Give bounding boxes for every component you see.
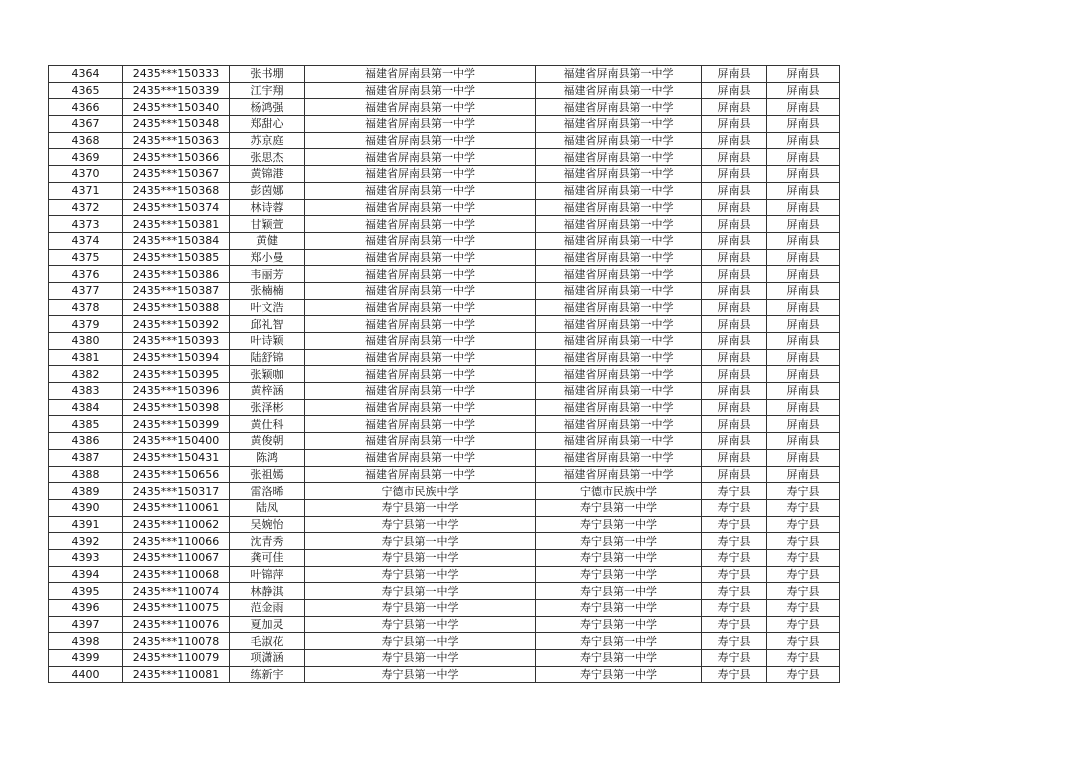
county-cell: 屏南县 (702, 199, 767, 216)
exam-id-cell: 2435***150317 (123, 483, 230, 500)
school-attended-cell: 福建省屏南县第一中学 (536, 466, 702, 483)
school-attended-cell: 寿宁县第一中学 (536, 549, 702, 566)
row-number-cell: 4399 (49, 650, 123, 667)
table-row (49, 516, 840, 533)
row-number-cell: 4392 (49, 533, 123, 550)
school-attended-cell: 福建省屏南县第一中学 (536, 299, 702, 316)
table-row (49, 216, 840, 233)
school-cell: 福建省屏南县第一中学 (305, 383, 536, 400)
county-registered-cell: 屏南县 (767, 182, 840, 199)
school-attended-cell: 福建省屏南县第一中学 (536, 349, 702, 366)
county-cell: 屏南县 (702, 299, 767, 316)
county-registered-cell: 屏南县 (767, 399, 840, 416)
row-number-cell: 4388 (49, 466, 123, 483)
school-attended-cell: 福建省屏南县第一中学 (536, 449, 702, 466)
school-attended-cell: 寿宁县第一中学 (536, 666, 702, 683)
county-cell: 寿宁县 (702, 566, 767, 583)
student-name-cell: 项潇涵 (230, 650, 305, 667)
table-row (49, 399, 840, 416)
county-cell: 屏南县 (702, 383, 767, 400)
student-name-cell: 陈鸿 (230, 449, 305, 466)
student-name-cell: 郑甜心 (230, 116, 305, 133)
county-cell: 屏南县 (702, 132, 767, 149)
school-cell: 寿宁县第一中学 (305, 516, 536, 533)
table-row (49, 533, 840, 550)
county-registered-cell: 屏南县 (767, 299, 840, 316)
school-cell: 福建省屏南县第一中学 (305, 316, 536, 333)
school-cell: 福建省屏南县第一中学 (305, 366, 536, 383)
row-number-cell: 4375 (49, 249, 123, 266)
row-number-cell: 4376 (49, 266, 123, 283)
school-attended-cell: 寿宁县第一中学 (536, 516, 702, 533)
county-cell: 寿宁县 (702, 616, 767, 633)
county-cell: 屏南县 (702, 216, 767, 233)
student-name-cell: 黄锦港 (230, 166, 305, 183)
exam-id-cell: 2435***110075 (123, 600, 230, 617)
student-name-cell: 沈青秀 (230, 533, 305, 550)
row-number-cell: 4394 (49, 566, 123, 583)
student-name-cell: 杨鸿强 (230, 99, 305, 116)
student-name-cell: 夏加灵 (230, 616, 305, 633)
school-attended-cell: 寿宁县第一中学 (536, 616, 702, 633)
table-row (49, 333, 840, 350)
student-name-cell: 黄仕科 (230, 416, 305, 433)
school-cell: 福建省屏南县第一中学 (305, 132, 536, 149)
row-number-cell: 4397 (49, 616, 123, 633)
row-number-cell: 4391 (49, 516, 123, 533)
student-name-cell: 甘颖萱 (230, 216, 305, 233)
county-cell: 屏南县 (702, 349, 767, 366)
school-attended-cell: 福建省屏南县第一中学 (536, 249, 702, 266)
county-registered-cell: 屏南县 (767, 266, 840, 283)
student-name-cell: 叶锦萍 (230, 566, 305, 583)
school-attended-cell: 福建省屏南县第一中学 (536, 416, 702, 433)
student-name-cell: 韦丽芳 (230, 266, 305, 283)
county-cell: 屏南县 (702, 366, 767, 383)
school-attended-cell: 福建省屏南县第一中学 (536, 99, 702, 116)
row-number-cell: 4374 (49, 232, 123, 249)
row-number-cell: 4367 (49, 116, 123, 133)
county-cell: 屏南县 (702, 182, 767, 199)
exam-id-cell: 2435***110076 (123, 616, 230, 633)
school-cell: 福建省屏南县第一中学 (305, 266, 536, 283)
student-name-cell: 郑小曼 (230, 249, 305, 266)
school-cell: 福建省屏南县第一中学 (305, 99, 536, 116)
school-cell: 寿宁县第一中学 (305, 583, 536, 600)
county-registered-cell: 寿宁县 (767, 666, 840, 683)
exam-id-cell: 2435***110079 (123, 650, 230, 667)
student-name-cell: 叶诗颖 (230, 333, 305, 350)
table-row (49, 82, 840, 99)
table-row (49, 166, 840, 183)
exam-id-cell: 2435***150387 (123, 282, 230, 299)
county-cell: 寿宁县 (702, 600, 767, 617)
county-cell: 屏南县 (702, 99, 767, 116)
row-number-cell: 4381 (49, 349, 123, 366)
table-row (49, 383, 840, 400)
school-attended-cell: 福建省屏南县第一中学 (536, 266, 702, 283)
school-cell: 福建省屏南县第一中学 (305, 466, 536, 483)
row-number-cell: 4369 (49, 149, 123, 166)
school-cell: 福建省屏南县第一中学 (305, 282, 536, 299)
county-cell: 屏南县 (702, 466, 767, 483)
county-cell: 屏南县 (702, 116, 767, 133)
student-name-cell: 毛淑花 (230, 633, 305, 650)
exam-id-cell: 2435***150394 (123, 349, 230, 366)
roster-body (49, 66, 840, 683)
county-cell: 寿宁县 (702, 516, 767, 533)
exam-id-cell: 2435***150431 (123, 449, 230, 466)
student-name-cell: 张书堋 (230, 66, 305, 83)
student-name-cell: 林诗蓉 (230, 199, 305, 216)
row-number-cell: 4389 (49, 483, 123, 500)
county-registered-cell: 寿宁县 (767, 616, 840, 633)
school-cell: 福建省屏南县第一中学 (305, 349, 536, 366)
school-cell: 寿宁县第一中学 (305, 600, 536, 617)
school-cell: 福建省屏南县第一中学 (305, 149, 536, 166)
table-row (49, 666, 840, 683)
student-name-cell: 雷洛晞 (230, 483, 305, 500)
school-cell: 寿宁县第一中学 (305, 549, 536, 566)
school-attended-cell: 福建省屏南县第一中学 (536, 333, 702, 350)
county-registered-cell: 寿宁县 (767, 633, 840, 650)
table-row (49, 132, 840, 149)
row-number-cell: 4378 (49, 299, 123, 316)
table-row (49, 416, 840, 433)
school-attended-cell: 福建省屏南县第一中学 (536, 232, 702, 249)
county-registered-cell: 屏南县 (767, 82, 840, 99)
exam-id-cell: 2435***150399 (123, 416, 230, 433)
student-name-cell: 范金雨 (230, 600, 305, 617)
row-number-cell: 4383 (49, 383, 123, 400)
county-registered-cell: 寿宁县 (767, 483, 840, 500)
county-registered-cell: 屏南县 (767, 466, 840, 483)
table-row (49, 549, 840, 566)
table-row (49, 249, 840, 266)
school-cell: 寿宁县第一中学 (305, 533, 536, 550)
exam-id-cell: 2435***150381 (123, 216, 230, 233)
school-cell: 福建省屏南县第一中学 (305, 66, 536, 83)
exam-id-cell: 2435***150398 (123, 399, 230, 416)
exam-id-cell: 2435***110067 (123, 549, 230, 566)
county-registered-cell: 寿宁县 (767, 600, 840, 617)
student-name-cell: 邱礼智 (230, 316, 305, 333)
exam-id-cell: 2435***150340 (123, 99, 230, 116)
student-name-cell: 黄俊朝 (230, 433, 305, 450)
school-cell: 寿宁县第一中学 (305, 616, 536, 633)
county-cell: 屏南县 (702, 282, 767, 299)
county-registered-cell: 屏南县 (767, 333, 840, 350)
county-cell: 寿宁县 (702, 650, 767, 667)
student-name-cell: 黄健 (230, 232, 305, 249)
exam-id-cell: 2435***150384 (123, 232, 230, 249)
table-row (49, 282, 840, 299)
county-cell: 寿宁县 (702, 666, 767, 683)
school-attended-cell: 福建省屏南县第一中学 (536, 399, 702, 416)
county-registered-cell: 屏南县 (767, 132, 840, 149)
school-cell: 寿宁县第一中学 (305, 650, 536, 667)
school-attended-cell: 寿宁县第一中学 (536, 583, 702, 600)
exam-id-cell: 2435***150339 (123, 82, 230, 99)
exam-id-cell: 2435***110066 (123, 533, 230, 550)
county-registered-cell: 寿宁县 (767, 499, 840, 516)
table-row (49, 449, 840, 466)
row-number-cell: 4371 (49, 182, 123, 199)
county-registered-cell: 寿宁县 (767, 583, 840, 600)
school-attended-cell: 宁德市民族中学 (536, 483, 702, 500)
county-registered-cell: 屏南县 (767, 316, 840, 333)
row-number-cell: 4380 (49, 333, 123, 350)
table-row (49, 466, 840, 483)
school-cell: 福建省屏南县第一中学 (305, 433, 536, 450)
table-row (49, 616, 840, 633)
table-row (49, 583, 840, 600)
row-number-cell: 4385 (49, 416, 123, 433)
student-name-cell: 林静淇 (230, 583, 305, 600)
county-registered-cell: 屏南县 (767, 232, 840, 249)
school-cell: 福建省屏南县第一中学 (305, 82, 536, 99)
county-cell: 屏南县 (702, 399, 767, 416)
county-cell: 屏南县 (702, 449, 767, 466)
table-row (49, 232, 840, 249)
table-row (49, 199, 840, 216)
exam-id-cell: 2435***150363 (123, 132, 230, 149)
school-attended-cell: 福建省屏南县第一中学 (536, 383, 702, 400)
county-registered-cell: 寿宁县 (767, 549, 840, 566)
county-registered-cell: 屏南县 (767, 116, 840, 133)
table-row (49, 116, 840, 133)
row-number-cell: 4370 (49, 166, 123, 183)
school-cell: 福建省屏南县第一中学 (305, 416, 536, 433)
row-number-cell: 4382 (49, 366, 123, 383)
county-registered-cell: 屏南县 (767, 383, 840, 400)
county-cell: 屏南县 (702, 266, 767, 283)
school-cell: 福建省屏南县第一中学 (305, 116, 536, 133)
school-cell: 福建省屏南县第一中学 (305, 249, 536, 266)
student-name-cell: 张思杰 (230, 149, 305, 166)
row-number-cell: 4396 (49, 600, 123, 617)
county-cell: 屏南县 (702, 316, 767, 333)
county-registered-cell: 屏南县 (767, 282, 840, 299)
student-name-cell: 黄梓涵 (230, 383, 305, 400)
county-cell: 屏南县 (702, 66, 767, 83)
school-attended-cell: 寿宁县第一中学 (536, 600, 702, 617)
school-cell: 福建省屏南县第一中学 (305, 299, 536, 316)
school-cell: 福建省屏南县第一中学 (305, 166, 536, 183)
school-attended-cell: 福建省屏南县第一中学 (536, 66, 702, 83)
school-cell: 寿宁县第一中学 (305, 633, 536, 650)
school-attended-cell: 福建省屏南县第一中学 (536, 282, 702, 299)
table-row (49, 483, 840, 500)
row-number-cell: 4386 (49, 433, 123, 450)
county-cell: 寿宁县 (702, 583, 767, 600)
table-row (49, 600, 840, 617)
student-name-cell: 陆舒锦 (230, 349, 305, 366)
table-row (49, 650, 840, 667)
table-row (49, 349, 840, 366)
school-attended-cell: 福建省屏南县第一中学 (536, 366, 702, 383)
student-name-cell: 江宇翔 (230, 82, 305, 99)
county-cell: 屏南县 (702, 149, 767, 166)
row-number-cell: 4384 (49, 399, 123, 416)
school-attended-cell: 福建省屏南县第一中学 (536, 132, 702, 149)
student-name-cell: 陆凤 (230, 499, 305, 516)
school-cell: 福建省屏南县第一中学 (305, 232, 536, 249)
school-cell: 寿宁县第一中学 (305, 566, 536, 583)
county-cell: 寿宁县 (702, 533, 767, 550)
exam-id-cell: 2435***110061 (123, 499, 230, 516)
school-attended-cell: 寿宁县第一中学 (536, 650, 702, 667)
student-name-cell: 吴婉怡 (230, 516, 305, 533)
school-attended-cell: 福建省屏南县第一中学 (536, 433, 702, 450)
school-cell: 寿宁县第一中学 (305, 666, 536, 683)
row-number-cell: 4400 (49, 666, 123, 683)
exam-id-cell: 2435***150392 (123, 316, 230, 333)
county-registered-cell: 屏南县 (767, 349, 840, 366)
county-cell: 屏南县 (702, 416, 767, 433)
student-name-cell: 张楠楠 (230, 282, 305, 299)
exam-id-cell: 2435***150396 (123, 383, 230, 400)
exam-id-cell: 2435***110062 (123, 516, 230, 533)
exam-id-cell: 2435***150393 (123, 333, 230, 350)
table-row (49, 433, 840, 450)
table-row (49, 149, 840, 166)
school-cell: 福建省屏南县第一中学 (305, 399, 536, 416)
school-cell: 寿宁县第一中学 (305, 499, 536, 516)
table-row (49, 299, 840, 316)
exam-id-cell: 2435***150656 (123, 466, 230, 483)
row-number-cell: 4395 (49, 583, 123, 600)
school-attended-cell: 福建省屏南县第一中学 (536, 82, 702, 99)
student-name-cell: 彭茵娜 (230, 182, 305, 199)
row-number-cell: 4366 (49, 99, 123, 116)
school-attended-cell: 福建省屏南县第一中学 (536, 199, 702, 216)
exam-id-cell: 2435***150374 (123, 199, 230, 216)
county-cell: 寿宁县 (702, 483, 767, 500)
county-registered-cell: 寿宁县 (767, 533, 840, 550)
student-name-cell: 张泽彬 (230, 399, 305, 416)
county-cell: 寿宁县 (702, 549, 767, 566)
county-registered-cell: 屏南县 (767, 149, 840, 166)
row-number-cell: 4379 (49, 316, 123, 333)
school-cell: 福建省屏南县第一中学 (305, 216, 536, 233)
county-registered-cell: 屏南县 (767, 166, 840, 183)
table-row (49, 66, 840, 83)
county-cell: 屏南县 (702, 232, 767, 249)
row-number-cell: 4373 (49, 216, 123, 233)
exam-id-cell: 2435***150348 (123, 116, 230, 133)
county-cell: 屏南县 (702, 333, 767, 350)
row-number-cell: 4393 (49, 549, 123, 566)
row-number-cell: 4364 (49, 66, 123, 83)
exam-id-cell: 2435***110078 (123, 633, 230, 650)
row-number-cell: 4365 (49, 82, 123, 99)
school-cell: 宁德市民族中学 (305, 483, 536, 500)
school-attended-cell: 福建省屏南县第一中学 (536, 166, 702, 183)
student-name-cell: 叶文浩 (230, 299, 305, 316)
school-attended-cell: 寿宁县第一中学 (536, 533, 702, 550)
table-row (49, 99, 840, 116)
exam-id-cell: 2435***150333 (123, 66, 230, 83)
county-registered-cell: 屏南县 (767, 416, 840, 433)
exam-id-cell: 2435***110068 (123, 566, 230, 583)
school-attended-cell: 福建省屏南县第一中学 (536, 149, 702, 166)
student-name-cell: 龚可佳 (230, 549, 305, 566)
table-row (49, 366, 840, 383)
roster-table (48, 65, 840, 683)
county-cell: 寿宁县 (702, 499, 767, 516)
row-number-cell: 4390 (49, 499, 123, 516)
county-cell: 屏南县 (702, 166, 767, 183)
school-cell: 福建省屏南县第一中学 (305, 182, 536, 199)
school-cell: 福建省屏南县第一中学 (305, 199, 536, 216)
school-attended-cell: 福建省屏南县第一中学 (536, 216, 702, 233)
county-registered-cell: 寿宁县 (767, 516, 840, 533)
row-number-cell: 4387 (49, 449, 123, 466)
row-number-cell: 4377 (49, 282, 123, 299)
school-attended-cell: 寿宁县第一中学 (536, 499, 702, 516)
table-row (49, 316, 840, 333)
school-cell: 福建省屏南县第一中学 (305, 449, 536, 466)
county-registered-cell: 屏南县 (767, 366, 840, 383)
table-row (49, 566, 840, 583)
table-row (49, 266, 840, 283)
student-name-cell: 张祖嫣 (230, 466, 305, 483)
exam-id-cell: 2435***150395 (123, 366, 230, 383)
county-registered-cell: 屏南县 (767, 216, 840, 233)
school-attended-cell: 福建省屏南县第一中学 (536, 116, 702, 133)
exam-id-cell: 2435***150386 (123, 266, 230, 283)
county-registered-cell: 寿宁县 (767, 650, 840, 667)
row-number-cell: 4398 (49, 633, 123, 650)
exam-id-cell: 2435***110074 (123, 583, 230, 600)
county-cell: 屏南县 (702, 433, 767, 450)
exam-id-cell: 2435***150400 (123, 433, 230, 450)
school-cell: 福建省屏南县第一中学 (305, 333, 536, 350)
exam-id-cell: 2435***150367 (123, 166, 230, 183)
row-number-cell: 4368 (49, 132, 123, 149)
county-registered-cell: 屏南县 (767, 433, 840, 450)
school-attended-cell: 福建省屏南县第一中学 (536, 316, 702, 333)
county-cell: 寿宁县 (702, 633, 767, 650)
county-cell: 屏南县 (702, 82, 767, 99)
exam-id-cell: 2435***150368 (123, 182, 230, 199)
county-registered-cell: 屏南县 (767, 199, 840, 216)
county-registered-cell: 屏南县 (767, 66, 840, 83)
table-row (49, 182, 840, 199)
exam-id-cell: 2435***150388 (123, 299, 230, 316)
county-registered-cell: 屏南县 (767, 249, 840, 266)
student-name-cell: 苏京庭 (230, 132, 305, 149)
county-registered-cell: 屏南县 (767, 449, 840, 466)
student-name-cell: 张颖咖 (230, 366, 305, 383)
school-attended-cell: 寿宁县第一中学 (536, 566, 702, 583)
county-cell: 屏南县 (702, 249, 767, 266)
county-registered-cell: 寿宁县 (767, 566, 840, 583)
exam-id-cell: 2435***150385 (123, 249, 230, 266)
student-name-cell: 练新宇 (230, 666, 305, 683)
school-attended-cell: 福建省屏南县第一中学 (536, 182, 702, 199)
county-registered-cell: 屏南县 (767, 99, 840, 116)
exam-id-cell: 2435***110081 (123, 666, 230, 683)
table-row (49, 633, 840, 650)
table-row (49, 499, 840, 516)
row-number-cell: 4372 (49, 199, 123, 216)
exam-id-cell: 2435***150366 (123, 149, 230, 166)
school-attended-cell: 寿宁县第一中学 (536, 633, 702, 650)
